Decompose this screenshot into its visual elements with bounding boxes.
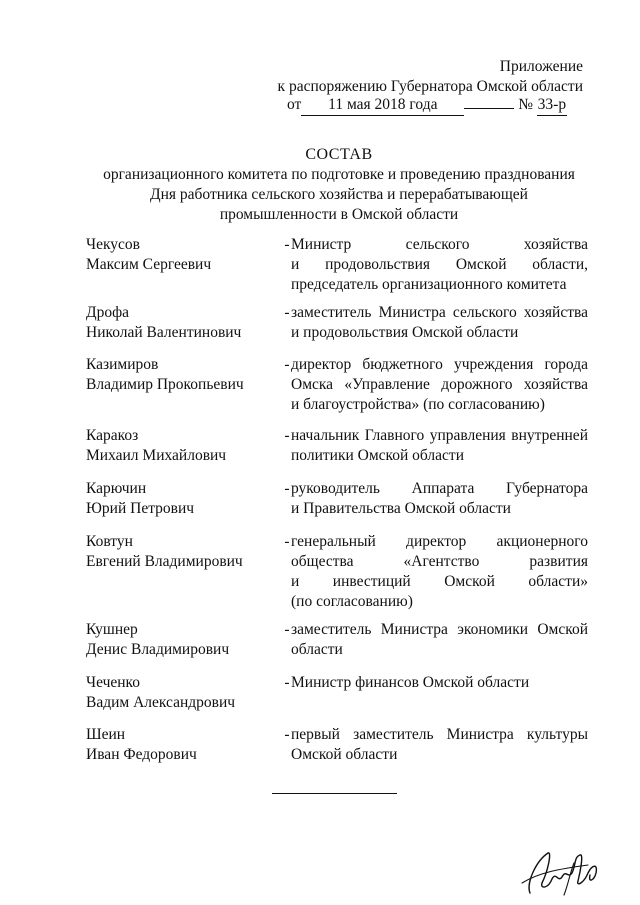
- order-date-line: [287, 95, 567, 116]
- title-line-2: Дня работника сельского хозяйства и перерабатывающей: [150, 186, 528, 203]
- member-position-line: генеральный директор акционерного: [291, 533, 588, 550]
- member-position: [291, 479, 588, 519]
- title-line-3: промышленности в Омской области: [219, 206, 459, 223]
- member-position-line: руководитель Аппарата Губернатора: [291, 480, 588, 497]
- member-position-line: (по согласованию): [291, 593, 413, 610]
- member-position-line: Омска «Управление дорожного хозяйства: [291, 376, 588, 393]
- member-surname: Шеин: [86, 726, 126, 743]
- order-date: 11 мая 2018 года: [301, 95, 464, 116]
- member-dash: -: [284, 427, 290, 444]
- member-position: [291, 620, 588, 660]
- member-dash: -: [284, 480, 290, 497]
- member-position: [291, 303, 588, 343]
- number-prefix: №: [518, 96, 533, 113]
- member-position-line: политики Омской области: [291, 447, 464, 464]
- member-dash: -: [284, 356, 290, 373]
- member-surname: Каракоз: [86, 427, 139, 444]
- member-position-line: Омской области: [291, 746, 398, 763]
- member-position-line: заместитель Министра сельского хозяйства: [291, 304, 588, 321]
- date-prefix: от: [287, 96, 302, 113]
- member-position-line: общества «Агентство развития: [291, 553, 588, 570]
- member-dash: -: [284, 621, 290, 638]
- member-position-line: директор бюджетного учреждения города: [291, 356, 588, 373]
- member-name: [86, 355, 276, 395]
- member-name: [86, 620, 276, 660]
- member-surname: Дрофа: [86, 304, 129, 321]
- member-name: [86, 479, 276, 519]
- member-position-line: и Правительства Омской области: [291, 500, 511, 517]
- member-given-names: Владимир Прокопьевич: [86, 376, 244, 393]
- date-underline-gap: [464, 108, 514, 109]
- member-name: [86, 532, 276, 572]
- member-position-line: председатель организационного комитета: [291, 276, 567, 293]
- member-surname: Чеченко: [86, 674, 141, 691]
- member-name: [86, 673, 276, 713]
- member-given-names: Евгений Владимирович: [86, 553, 243, 570]
- member-given-names: Вадим Александрович: [86, 694, 236, 711]
- member-surname: Чекусов: [86, 236, 140, 253]
- member-dash: -: [284, 674, 290, 691]
- document-title: [90, 145, 588, 225]
- member-dash: -: [284, 304, 290, 321]
- appendix-header: [278, 57, 583, 97]
- member-name: [86, 426, 276, 466]
- member-given-names: Денис Владимирович: [86, 641, 230, 658]
- member-position: [291, 426, 588, 466]
- member-position-line: и инвестиций Омской области»: [291, 573, 588, 590]
- member-position: [291, 673, 588, 693]
- member-position: [291, 235, 588, 295]
- member-position-line: первый заместитель Министра культуры: [291, 726, 588, 743]
- member-given-names: Максим Сергеевич: [86, 256, 212, 273]
- member-given-names: Иван Федорович: [86, 746, 197, 763]
- member-position-line: Министр сельского хозяйства: [291, 236, 588, 253]
- member-dash: -: [284, 726, 290, 743]
- member-name: [86, 235, 276, 275]
- member-position-line: области: [291, 641, 343, 658]
- member-position: [291, 532, 588, 612]
- member-position: [291, 725, 588, 765]
- member-position-line: начальник Главного управления внутренней: [291, 427, 588, 444]
- member-surname: Карючин: [86, 480, 147, 497]
- member-given-names: Юрий Петрович: [86, 500, 195, 517]
- order-number: 33-р: [537, 95, 567, 116]
- title-main: СОСТАВ: [305, 146, 373, 163]
- member-name: [86, 303, 276, 343]
- member-position-line: и продовольствия Омской области: [291, 324, 519, 341]
- member-surname: Ковтун: [86, 533, 133, 550]
- appendix-label: Приложение: [499, 58, 583, 75]
- title-line-1: организационного комитета по подготовке и проведению празднования: [103, 166, 575, 183]
- member-position-line: заместитель Министра экономики Омской: [291, 621, 588, 638]
- appendix-reference: к распоряжению Губернатора Омской области: [277, 78, 583, 95]
- member-dash: -: [284, 533, 290, 550]
- member-position-line: и продовольствия Омской области,: [291, 256, 588, 273]
- signature: [518, 843, 608, 899]
- end-separator-line: [272, 793, 397, 794]
- member-position-line: Министр финансов Омской области: [291, 674, 530, 691]
- member-name: [86, 725, 276, 765]
- member-given-names: Николай Валентинович: [86, 324, 242, 341]
- member-given-names: Михаил Михайлович: [86, 447, 227, 464]
- member-dash: -: [284, 236, 290, 253]
- member-position: [291, 355, 588, 415]
- member-position-line: и благоустройства» (по согласованию): [291, 396, 545, 413]
- member-surname: Казимиров: [86, 356, 159, 373]
- member-surname: Кушнер: [86, 621, 138, 638]
